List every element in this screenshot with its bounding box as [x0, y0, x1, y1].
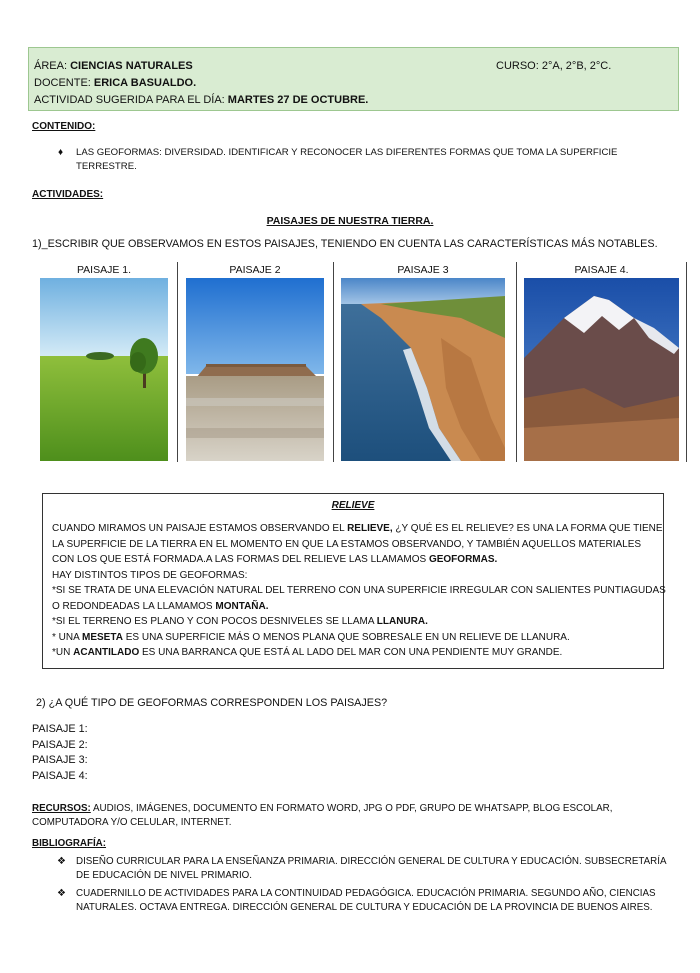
relieve-line-2: LA SUPERFICIE DE LA TIERRA EN EL MOMENTO EN QUE LA ESTAMOS OBSERVANDO, Y TAMBIÉN AQUELLOS MATERIALES	[52, 538, 642, 550]
relieve-l6a: O REDONDEADAS LA LLAMAMOS	[52, 600, 216, 612]
relieve-l7b: LLANURA.	[376, 616, 428, 627]
answers-list	[32, 722, 88, 784]
question-1: 1)_ESCRIBIR QUE OBSERVAMOS EN ESTOS PAISAJES, TENIENDO EN CUENTA LAS CARACTERÍSTICAS MÁS NOTABLES.	[32, 238, 658, 250]
contenido-line-2: TERRESTRE.	[76, 161, 137, 172]
relieve-l6b: MONTAÑA.	[215, 600, 269, 612]
paisaje-1-title: PAISAJE 1.	[76, 264, 132, 276]
docente-value: ERICA BASUALDO.	[93, 77, 197, 89]
recursos-line-2: COMPUTADORA Y/O CELULAR, INTERNET.	[32, 817, 232, 828]
answer-paisaje-4: PAISAJE 4:	[32, 769, 88, 782]
bibliografia-item-1	[76, 855, 666, 883]
relieve-l7a: *SI EL TERRENO ES PLANO Y CON POCOS DESNIVELES SE LLAMA	[52, 616, 377, 627]
area-label: ÁREA:	[34, 60, 71, 72]
bibliografia-title: BIBLIOGRAFÍA:	[32, 838, 107, 849]
relieve-l8a: * UNA	[52, 631, 83, 643]
bibliografia-item-2	[76, 887, 656, 915]
relieve-line-1	[52, 521, 663, 537]
relieve-line-9	[52, 645, 656, 661]
relieve-l9a: *UN	[52, 647, 74, 658]
recursos-block	[32, 802, 612, 830]
relieve-l8b: MESETA	[82, 631, 123, 643]
area-value: CIENCIAS NATURALES	[70, 60, 193, 72]
bibliografia-item-1-line-2: DE EDUCACIÓN DE NIVEL PRIMARIO.	[76, 870, 253, 881]
actividad-value: MARTES 27 DE OCTUBRE.	[227, 94, 369, 106]
answer-paisaje-1: PAISAJE 1:	[32, 723, 88, 735]
relieve-l3b: GEOFORMAS.	[428, 554, 498, 565]
area-line	[34, 60, 193, 72]
separator-3	[516, 262, 517, 462]
actividades-subtitle: PAISAJES DE NUESTRA TIERRA.	[266, 215, 434, 227]
actividad-label: ACTIVIDAD SUGERIDA PARA EL DÍA:	[34, 94, 228, 106]
header-box	[28, 47, 679, 111]
recursos-label: RECURSOS:	[32, 803, 91, 814]
relieve-line-4: HAY DISTINTOS TIPOS DE GEOFORMAS:	[52, 569, 248, 581]
relieve-box	[42, 493, 664, 669]
separator-2	[333, 262, 334, 462]
recursos-line-1	[32, 802, 612, 816]
docente-label: DOCENTE:	[34, 77, 94, 89]
contenido-text	[76, 146, 617, 174]
actividad-line	[34, 94, 368, 106]
actividades-title: ACTIVIDADES:	[32, 189, 104, 200]
docente-line	[34, 77, 196, 89]
bibliografia-item-2-line-2: NATURALES. OCTAVA ENTREGA. DIRECCIÓN GENERAL DE CULTURA Y EDUCACIÓN DE LA PROVINCIA DE BUENOS AIRES.	[76, 902, 653, 913]
relieve-body	[52, 521, 666, 661]
relieve-line-5: *SI SE TRATA DE UNA ELEVACIÓN NATURAL DEL TERRENO CON UNA SUPERFICIE IRREGULAR CON SALIENTES PUNTIAGUDAS	[52, 585, 666, 596]
paisaje-3-image	[341, 278, 505, 461]
paisaje-3-title: PAISAJE 3	[397, 264, 449, 276]
relieve-line-8	[52, 630, 656, 646]
relieve-l9b: ACANTILADO	[73, 647, 140, 658]
contenido-title: CONTENIDO:	[32, 121, 96, 132]
recursos-text-1: AUDIOS, IMÁGENES, DOCUMENTO EN FORMATO WORD, JPG O PDF, GRUPO DE WHATSAPP, BLOG ESCOLAR,	[90, 803, 613, 814]
paisaje-4-image	[524, 278, 679, 461]
answer-paisaje-2: PAISAJE 2:	[32, 738, 88, 751]
relieve-l1b: RELIEVE,	[347, 523, 393, 534]
relieve-l8c: ES UNA SUPERFICIE MÁS O MENOS PLANA QUE SOBRESALE EN UN RELIEVE DE LLANURA.	[122, 631, 570, 643]
bibliografia-item-2-line-1: CUADERNILLO DE ACTIVIDADES PARA LA CONTINUIDAD PEDAGÓGICA. EDUCACIÓN PRIMARIA. SEGUNDO AÑO, CIENCIAS	[76, 888, 656, 899]
relieve-l3a: CON LOS QUE ESTÁ FORMADA.A LAS FORMAS DEL RELIEVE LAS LLAMAMOS	[52, 554, 429, 565]
separator-1	[177, 262, 178, 462]
paisaje-4-title: PAISAJE 4.	[574, 264, 629, 276]
bibliografia-bullet-2: ❖	[57, 888, 66, 899]
bibliografia-item-1-line-1: DISEÑO CURRICULAR PARA LA ENSEÑANZA PRIMARIA. DIRECCIÓN GENERAL DE CULTURA Y EDUCACIÓN. SUBSECRETARÍA	[76, 856, 667, 867]
paisaje-1-image	[40, 278, 168, 461]
relieve-l1c: ¿Y QUÉ ES EL RELIEVE? ES UNA LA FORMA QUE TIENE	[392, 523, 663, 534]
paisaje-2-image	[186, 278, 324, 461]
relieve-l1a: CUANDO MIRAMOS UN PAISAJE ESTAMOS OBSERVANDO EL	[52, 523, 348, 534]
contenido-line-1: LAS GEOFORMAS: DIVERSIDAD. IDENTIFICAR Y RECONOCER LAS DIFERENTES FORMAS QUE TOMA LA SUPERFICIE	[76, 147, 618, 158]
bibliografia-bullet-1: ❖	[57, 856, 66, 867]
relieve-line-6	[52, 599, 656, 615]
relieve-line-3	[52, 552, 656, 568]
relieve-title: RELIEVE	[331, 500, 375, 511]
separator-4	[686, 262, 687, 462]
curso-text: CURSO: 2°A, 2°B, 2°C.	[496, 60, 612, 72]
paisaje-2-title: PAISAJE 2	[229, 264, 281, 276]
relieve-l9c: ES UNA BARRANCA QUE ESTÁ AL LADO DEL MAR CON UNA PENDIENTE MUY GRANDE.	[139, 647, 563, 658]
question-2: 2) ¿A QUÉ TIPO DE GEOFORMAS CORRESPONDEN LOS PAISAJES?	[36, 697, 388, 709]
contenido-bullet: ♦	[58, 147, 64, 158]
answer-paisaje-3: PAISAJE 3:	[32, 754, 88, 766]
relieve-line-7	[52, 614, 656, 630]
